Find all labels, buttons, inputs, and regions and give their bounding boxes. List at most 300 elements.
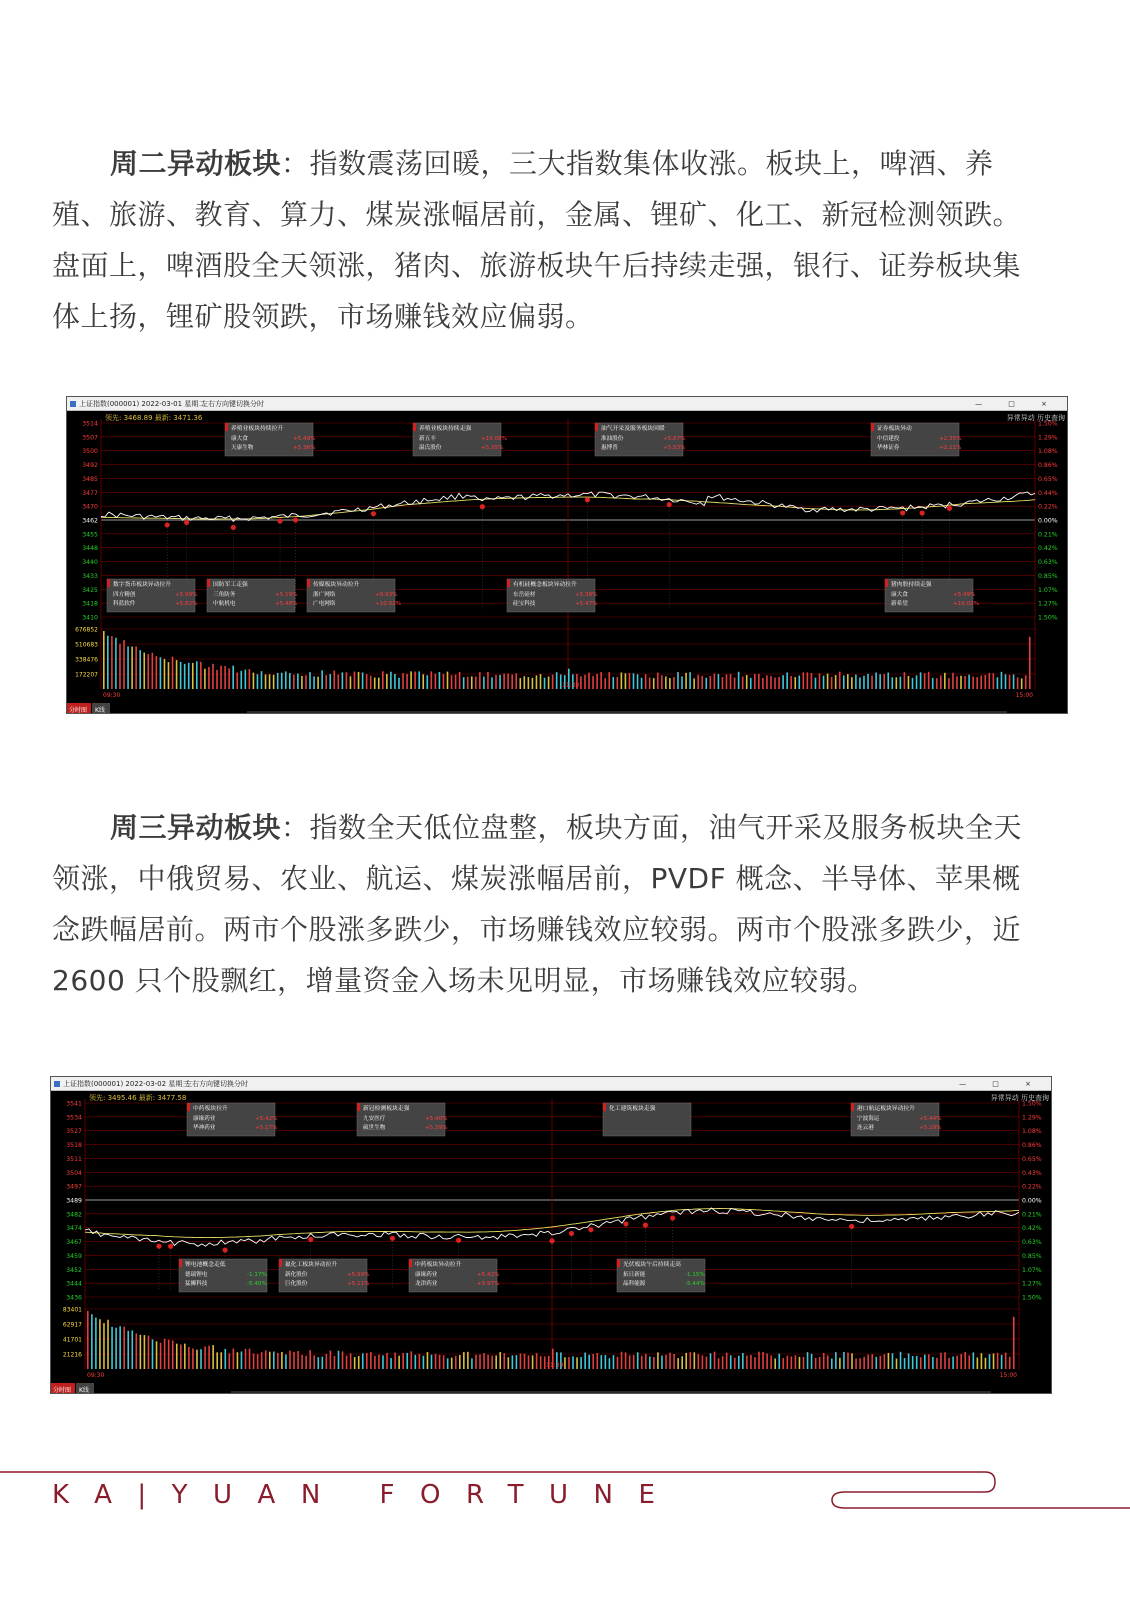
volume-bar: [208, 1346, 210, 1369]
event-marker: [308, 1237, 313, 1242]
volume-bar: [884, 1354, 886, 1369]
volume-bar: [516, 1355, 518, 1369]
volume-bar: [633, 673, 635, 689]
y-tick-price: 3507: [82, 434, 98, 442]
volume-bar: [91, 1314, 93, 1369]
volume-bar: [956, 676, 958, 689]
volume-bar: [993, 673, 995, 689]
volume-bar: [346, 672, 348, 689]
volume-bar: [685, 1353, 687, 1369]
volume-bar: [435, 674, 437, 689]
volume-bar: [601, 1355, 603, 1369]
annotation-stock-change: +9.93%: [375, 592, 398, 598]
volume-bar: [637, 1352, 639, 1369]
volume-bar: [621, 1352, 623, 1369]
volume-bar: [669, 678, 671, 689]
volume-bar: [851, 1353, 853, 1369]
volume-bar: [123, 1327, 125, 1369]
annotation-box-title: 氟化工板块异动拉升: [285, 1262, 338, 1268]
volume-tick: 510683: [75, 641, 98, 649]
event-marker: [623, 1221, 628, 1226]
volume-tick: 41701: [62, 1336, 82, 1344]
volume-bar: [305, 675, 307, 689]
volume-bar: [386, 1353, 388, 1369]
volume-bar: [835, 1352, 837, 1369]
annotation-box-title: 中药板块拉升: [193, 1106, 228, 1112]
annotation-stock-change: +5.49%: [953, 592, 976, 598]
paragraph-lead: 周三异动板块: [110, 811, 282, 844]
volume-bar: [455, 1356, 457, 1369]
volume-bar: [127, 1331, 129, 1369]
volume-bar: [698, 1354, 700, 1369]
volume-bar: [605, 1355, 607, 1369]
volume-bar: [503, 674, 505, 689]
volume-bar: [164, 1339, 166, 1369]
volume-bar: [479, 1354, 481, 1369]
volume-bar: [342, 1351, 344, 1369]
volume-bar: [338, 675, 340, 689]
volume-bar: [629, 1355, 631, 1369]
annotation-box-title: 锂电池概念走低: [185, 1262, 226, 1268]
volume-bar: [1001, 1355, 1003, 1369]
volume-bar: [358, 672, 360, 689]
volume-bar: [431, 1355, 433, 1369]
annotation-box-flag: [107, 579, 110, 587]
volume-bar: [406, 674, 408, 689]
volume-bar: [617, 1357, 619, 1369]
annotation-box: [507, 579, 597, 612]
volume-bar: [859, 677, 861, 689]
volume-bar: [184, 1344, 186, 1369]
volume-bar: [447, 672, 449, 689]
volume-bar: [1009, 675, 1011, 689]
volume-bar: [532, 1355, 534, 1369]
annotation-box: [595, 423, 685, 456]
y-tick-percent: 1.29%: [1038, 434, 1058, 442]
annotation-box-flag: [307, 579, 310, 587]
annotation-stock-name: 巨化股份: [285, 1281, 308, 1287]
volume-bar: [147, 654, 149, 689]
volume-bar: [746, 675, 748, 689]
volume-bar: [188, 1347, 190, 1369]
volume-bar: [143, 653, 145, 689]
volume-bar: [164, 659, 166, 689]
volume-bar: [702, 1356, 704, 1369]
annotation-box-flag: [617, 1259, 620, 1267]
volume-bar: [584, 675, 586, 689]
y-tick-percent: 1.07%: [1038, 586, 1058, 594]
volume-bar: [916, 1356, 918, 1369]
y-tick-price: 3527: [66, 1128, 82, 1136]
volume-bar: [645, 1354, 647, 1369]
volume-bar: [625, 1352, 627, 1369]
annotation-stock-change: +5.44%: [919, 1116, 942, 1122]
paragraph-body: ：指数全天低位盘整，板块方面，油气开采及服务板块全天领涨，中俄贸易、农业、航运、煤炭涨幅居前，PVDF 概念、半导体、苹果概念跌幅居前。两市个股涨多跌少，市场赚钱效应较弱。两市个股涨多跌少，近 2600 只个股飘红，增量资金入场未见明显，市场赚钱效应较弱。: [52, 811, 1023, 997]
volume-bar: [637, 674, 639, 689]
volume-bar: [257, 1354, 259, 1369]
annotation-stock-change: +5.67%: [663, 436, 686, 442]
volume-bar: [188, 663, 190, 689]
volume-bar: [568, 1357, 570, 1369]
volume-bar: [706, 1357, 708, 1369]
x-tick: 11:30: [546, 1362, 564, 1369]
tab-kline-label: K线: [95, 707, 105, 714]
volume-bar: [710, 1353, 712, 1369]
annotation-box: [357, 1103, 447, 1136]
annotation-box-title: 中药板块异动拉升: [415, 1262, 462, 1268]
volume-bar: [208, 667, 210, 689]
x-tick: 09:30: [103, 692, 121, 699]
event-marker: [390, 1236, 395, 1241]
annotation-stock-change: +2.35%: [939, 436, 962, 442]
annotation-box-title: 港口航运板块异动拉升: [857, 1106, 915, 1112]
volume-bar: [892, 1353, 894, 1369]
y-tick-percent: 1.27%: [1022, 1280, 1042, 1288]
volume-bar: [87, 1311, 89, 1369]
volume-bar: [859, 1358, 861, 1369]
volume-bar: [394, 1353, 396, 1369]
volume-bar: [871, 1354, 873, 1369]
volume-bar: [301, 1355, 303, 1369]
volume-bar: [734, 1358, 736, 1369]
volume-bar: [815, 678, 817, 689]
volume-bar: [972, 676, 974, 689]
annotation-stock-change: +5.17%: [255, 1125, 278, 1131]
volume-bar: [981, 1353, 983, 1369]
y-tick-percent: 1.29%: [1022, 1114, 1042, 1122]
annotation-box-flag: [603, 1103, 606, 1111]
volume-bar: [576, 1357, 578, 1369]
annotation-stock-name: 中航机电: [213, 601, 236, 607]
volume-bar: [673, 1354, 675, 1369]
window-controls[interactable]: — □ ×: [975, 400, 1059, 408]
volume-bar: [459, 1355, 461, 1369]
y-tick-percent: 0.65%: [1022, 1155, 1042, 1163]
volume-bar: [220, 1352, 222, 1369]
y-tick-percent: 0.42%: [1022, 1225, 1042, 1233]
annotation-box-title: 证券板块异动: [877, 426, 912, 432]
volume-bar: [596, 1353, 598, 1369]
volume-bar: [819, 673, 821, 689]
volume-bar: [354, 672, 356, 689]
volume-bar: [378, 1355, 380, 1369]
volume-bar: [847, 674, 849, 689]
volume-bar: [730, 674, 732, 689]
volume-bar: [123, 640, 125, 689]
volume-bar: [511, 675, 513, 689]
annotation-box: [107, 579, 197, 612]
volume-bar: [912, 1356, 914, 1369]
volume-bar: [115, 638, 117, 689]
volume-bar: [657, 673, 659, 689]
volume-bar: [406, 1353, 408, 1369]
volume-bar: [997, 677, 999, 689]
annotation-box-title: 国防军工走强: [213, 582, 248, 588]
volume-bar: [414, 672, 416, 689]
volume-bar: [880, 1356, 882, 1369]
annotation-box-flag: [871, 423, 874, 431]
volume-bar: [645, 674, 647, 689]
volume-bar: [1021, 678, 1023, 689]
annotation-box: [885, 579, 979, 612]
volume-bar: [515, 673, 517, 689]
paragraph-lead: 周二异动板块: [110, 147, 282, 180]
volume-bar: [609, 1358, 611, 1369]
volume-bar: [831, 1359, 833, 1369]
volume-bar: [629, 673, 631, 689]
volume-bar: [249, 669, 251, 689]
volume-bar: [701, 676, 703, 689]
annotation-stock-name: 硅宝科技: [513, 601, 536, 607]
volume-bar: [196, 1350, 198, 1369]
volume-bar: [338, 1351, 340, 1369]
volume-bar: [483, 1353, 485, 1369]
volume-bar: [131, 1330, 133, 1369]
y-tick-percent: 0.85%: [1022, 1252, 1042, 1260]
volume-bar: [940, 675, 942, 689]
y-tick-percent: 0.63%: [1022, 1239, 1042, 1247]
volume-bar: [807, 672, 809, 689]
volume-bar: [681, 1356, 683, 1369]
volume-bar: [402, 673, 404, 689]
volume-bar: [932, 1357, 934, 1369]
info-line: 领先: 3495.46 最新: 3477.58: [89, 1094, 187, 1102]
volume-bar: [1029, 637, 1031, 689]
annotation-box-flag: [187, 1103, 190, 1111]
volume-bar: [200, 662, 202, 689]
volume-bar: [253, 1354, 255, 1369]
y-tick-percent: 0.42%: [1038, 545, 1058, 553]
window-subtitle: 左右方向键切换分时: [185, 1080, 248, 1088]
intraday-chart-tuesday: [66, 396, 1068, 714]
volume-bar: [540, 674, 542, 689]
volume-bar: [491, 677, 493, 689]
volume-bar: [1013, 1317, 1015, 1369]
y-tick-price: 3440: [82, 559, 98, 567]
y-tick-percent: 0.86%: [1022, 1142, 1042, 1150]
volume-bar: [786, 672, 788, 689]
volume-bar: [140, 1335, 142, 1369]
annotation-box-flag: [851, 1103, 854, 1111]
intraday-chart-wednesday: [50, 1076, 1052, 1394]
volume-bar: [431, 671, 433, 689]
volume-bar: [782, 675, 784, 689]
volume-bar: [710, 676, 712, 689]
volume-bar: [681, 676, 683, 689]
volume-bar: [827, 674, 829, 689]
y-tick-percent: 1.50%: [1022, 1294, 1042, 1302]
volume-bar: [156, 656, 158, 689]
volume-bar: [657, 1352, 659, 1369]
annotation-stock-change: +5.82%: [175, 601, 198, 607]
volume-bar: [778, 677, 780, 689]
annotation-stock-name: 东岳硅材: [513, 592, 536, 598]
volume-bar: [152, 1339, 154, 1369]
volume-bar: [285, 671, 287, 689]
volume-bar: [944, 1352, 946, 1369]
volume-bar: [354, 1357, 356, 1369]
volume-bar: [617, 677, 619, 689]
volume-bar: [762, 678, 764, 689]
window-title: 上证指数(000001) 2022-03-01 星期二: [79, 400, 206, 408]
volume-bar: [807, 1352, 809, 1369]
volume-bar: [224, 666, 226, 689]
volume-bar: [382, 1355, 384, 1369]
y-tick-price: 3482: [66, 1211, 82, 1219]
volume-bar: [330, 1351, 332, 1369]
volume-bar: [588, 1355, 590, 1369]
annotation-stock-change: +5.29%: [919, 1125, 942, 1131]
annotation-stock-name: 康大食: [891, 592, 908, 598]
y-tick-percent: 0.86%: [1038, 462, 1058, 470]
volume-bar: [524, 676, 526, 689]
volume-bar: [968, 1355, 970, 1369]
volume-bar: [548, 677, 550, 689]
annotation-box-title: 化工建筑板块走强: [609, 1106, 656, 1112]
volume-bar: [471, 676, 473, 689]
volume-bar: [301, 676, 303, 689]
volume-bar: [390, 672, 392, 689]
annotation-stock-name: 华林证券: [877, 445, 900, 451]
volume-bar: [172, 1341, 174, 1369]
volume-bar: [503, 1353, 505, 1369]
y-tick-price: 3477: [82, 489, 98, 497]
volume-bar: [148, 1336, 150, 1369]
app-icon: [70, 401, 76, 407]
volume-bar: [722, 1356, 724, 1369]
volume-bar: [867, 674, 869, 689]
volume-bar: [661, 1355, 663, 1369]
volume-bar: [665, 1355, 667, 1369]
volume-bar: [269, 674, 271, 689]
volume-bar: [418, 671, 420, 689]
volume-bar: [427, 1352, 429, 1369]
volume-bar: [770, 1356, 772, 1369]
y-tick-price: 3492: [82, 462, 98, 470]
volume-bar: [819, 1357, 821, 1369]
annotation-box-flag: [413, 423, 416, 431]
volume-bar: [920, 672, 922, 689]
chart-svg: [51, 1091, 1052, 1394]
y-tick-price: 3455: [82, 531, 98, 539]
y-tick-price: 3459: [66, 1252, 82, 1260]
event-marker: [156, 1244, 161, 1249]
volume-bar: [289, 673, 291, 689]
y-tick-price: 3497: [66, 1183, 82, 1191]
volume-bar: [722, 677, 724, 689]
volume-bar: [742, 677, 744, 689]
annotation-box-title: 有机硅概念板块异动拉升: [513, 582, 577, 588]
annotation-box-title: 猪肉股持续走强: [891, 582, 932, 588]
annotation-stock-name: 科蓝软件: [113, 601, 136, 607]
volume-bar: [948, 1358, 950, 1369]
volume-bar: [487, 672, 489, 689]
volume-bar: [475, 1355, 477, 1369]
y-tick-price: 3511: [66, 1155, 82, 1163]
volume-bar: [811, 1354, 813, 1369]
volume-bar: [293, 1352, 295, 1369]
volume-bar: [993, 1353, 995, 1369]
volume-bar: [621, 672, 623, 689]
volume-bar: [317, 677, 319, 689]
window-controls[interactable]: — □ ×: [959, 1080, 1043, 1088]
annotation-stock-change: +2.21%: [939, 445, 962, 451]
y-tick-price: 3470: [82, 503, 98, 511]
volume-bar: [888, 1353, 890, 1369]
volume-bar: [439, 672, 441, 689]
volume-bar: [904, 1358, 906, 1369]
annotation-stock-change: -1.15%: [685, 1272, 705, 1278]
annotation-stock-change: +5.99%: [347, 1272, 370, 1278]
y-tick-price: 3500: [82, 448, 98, 456]
volume-bar: [374, 678, 376, 689]
y-tick-percent: 1.08%: [1022, 1128, 1042, 1136]
volume-bar: [754, 674, 756, 689]
volume-bar: [366, 674, 368, 689]
volume-bar: [520, 1353, 522, 1369]
volume-bar: [912, 678, 914, 689]
volume-bar: [435, 1354, 437, 1369]
annotation-box: [179, 1259, 267, 1292]
annotation-stock-change: +9.97%: [477, 1281, 500, 1287]
volume-bar: [924, 1355, 926, 1369]
volume-bar: [964, 1352, 966, 1369]
volume-bar: [309, 672, 311, 689]
y-tick-percent: 1.27%: [1038, 600, 1058, 608]
volume-bar: [423, 1356, 425, 1369]
volume-bar: [99, 1319, 101, 1369]
volume-bar: [350, 1353, 352, 1369]
annotation-box-title: 传媒板块异动拉升: [313, 582, 360, 588]
volume-bar: [499, 1352, 501, 1369]
volume-bar: [580, 1357, 582, 1369]
volume-bar: [265, 674, 267, 689]
volume-bar: [693, 678, 695, 689]
annotation-stock-name: 德瑞锂电: [185, 1272, 208, 1278]
volume-bar: [625, 673, 627, 689]
y-tick-price: 3448: [82, 545, 98, 553]
volume-bar: [200, 1349, 202, 1369]
volume-bar: [584, 1353, 586, 1369]
volume-bar: [580, 676, 582, 689]
volume-bar: [750, 678, 752, 689]
window-titlebar: [51, 1077, 1051, 1091]
paragraph-wednesday: [52, 802, 1042, 1006]
annotation-stock-name: 晶科能源: [623, 1281, 646, 1287]
annotation-stock-change: +5.42%: [477, 1272, 500, 1278]
annotation-box: [187, 1103, 277, 1136]
volume-bar: [705, 678, 707, 689]
volume-bar: [673, 677, 675, 689]
volume-bar: [402, 1353, 404, 1369]
volume-bar: [863, 676, 865, 689]
annotation-stock-change: +5.47%: [575, 601, 598, 607]
volume-bar: [976, 677, 978, 689]
volume-bar: [269, 1352, 271, 1369]
volume-bar: [742, 1353, 744, 1369]
volume-bar: [718, 1358, 720, 1369]
volume-bar: [689, 1352, 691, 1369]
volume-bar: [596, 674, 598, 689]
volume-bar: [443, 1355, 445, 1369]
annotation-stock-name: 华神药业: [193, 1125, 216, 1131]
volume-bar: [641, 678, 643, 689]
volume-bar: [879, 674, 881, 689]
volume-bar: [237, 1352, 239, 1369]
annotation-stock-change: +5.38%: [575, 592, 598, 598]
volume-bar: [900, 1352, 902, 1369]
volume-bar: [483, 677, 485, 689]
